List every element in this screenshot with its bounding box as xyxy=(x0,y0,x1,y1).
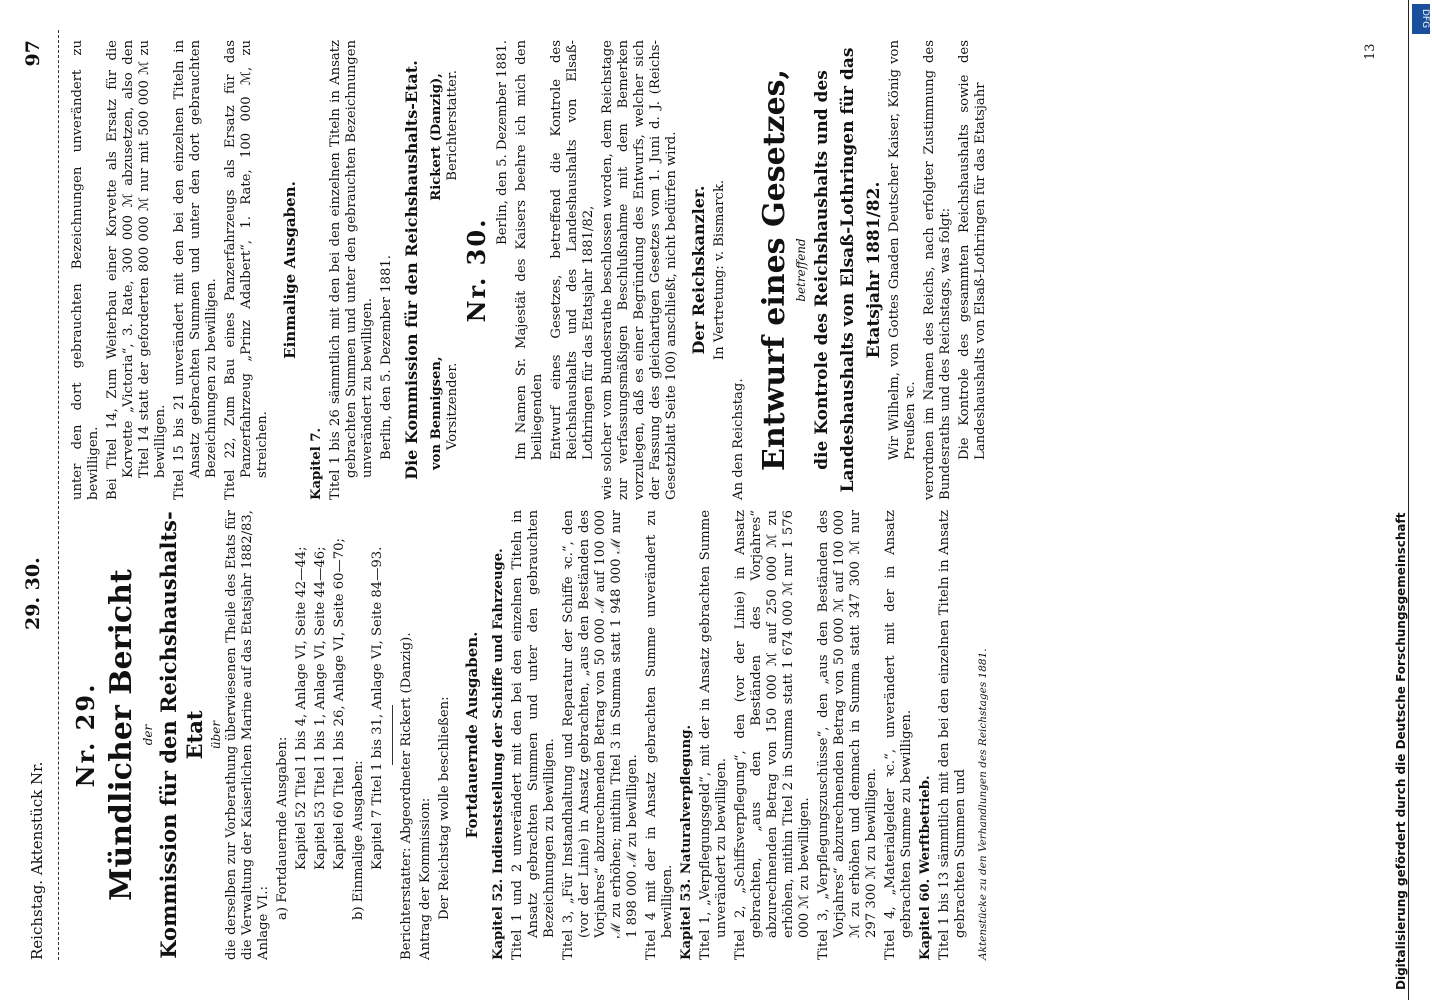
column-left xyxy=(70,510,991,960)
text-5: Im Namen Sr. Majestät des Kaisers beehre ich mich den beiliegenden xyxy=(514,40,545,460)
separator xyxy=(392,705,393,765)
sig-right-role: Berichterstatter. xyxy=(445,70,460,181)
page-number: 97 xyxy=(22,40,44,67)
text-8: Wir Wilhelm, von Gottes Gnaden Deutscher Kaiser, König von Preußen ꝛc. xyxy=(887,40,918,460)
der-text: der xyxy=(141,724,155,746)
bismarck: In Vertretung: v. Bismarck. xyxy=(712,179,727,361)
digitization-sidebar xyxy=(1388,0,1432,1000)
k52-titel-3: Titel 3, „Für Instandhaltung und Reparatur der Schiffe ꝛc.“, den (vor der Linie) in Ansatz gebrachten, „aus den Beständen des Vorjahres“ abzurechnenden Betrag von 50 000 ℳ auf 100 000 ℳ zu erhöhen; mithin Titel 3 in Summa statt 1 948 000 ℳ nur 1 898 000 ℳ zu bewilligen. xyxy=(561,510,640,960)
k7-titel: Titel 1 bis 26 sämmtlich mit den bei den einzelnen Titeln in Ansatz gebrachten Summen und unter den gebrauchten Bezeichnungen unverändert zu bewilligen. xyxy=(328,40,375,500)
entwurf-title: Entwurf eines Gesetzes, xyxy=(757,68,792,472)
signature-number: 13 xyxy=(1363,43,1378,60)
intro-text: die derselben zur Vorberathung überwiesenen Theile des Etats für die Verwaltung der Kaiserlichen Marine auf das Etatsjahr 1882/83, Anlage VI.: xyxy=(224,510,271,960)
k53-titel-3: Titel 3, „Verpflegungszuschüsse“, den „aus den Beständen des Vorjahres“ abzurechnenden Betrag von 50 000 ℳ auf 100 000 ℳ zu erhöhen und demnach in Summa statt 347 300 ℳ nur 297 300 ℳ zu bewilligen. xyxy=(816,510,879,960)
item-a2: Kapitel 53 Titel 1 bis 1, Anlage VI, Seite 44—46; xyxy=(313,546,328,870)
antrag: Antrag der Kommission: xyxy=(418,797,433,960)
k53-titel-2: Titel 2, „Schiffsverpflegung“, den (vor der Linie) in Ansatz gebrachten, „aus den Beständen des Vorjahres“ abzurechnenden Betrag von 150 000 ℳ auf 250 000 ℳ zu erhöhen, mithin Titel 2 in Summa statt 1 674 000 ℳ nur 1 576 000 ℳ zu bewilligen. xyxy=(733,510,812,960)
cont-text-3: Titel 15 bis 21 unverändert mit den bei den einzelnen Titeln in Ansatz gebrachten Summen und unter den dort gebrauchten Bezeichnungen zu bewilligen. xyxy=(172,40,219,500)
k60-titel: Titel 1 bis 13 sämmtlich mit den bei den einzelnen Titeln in Ansatz gebrachten Summen und xyxy=(937,510,968,960)
dfg-logo: DFG xyxy=(1412,4,1430,34)
fortdauernde-heading: Fortdauernde Ausgaben. xyxy=(463,631,481,839)
k52-titel-1: Titel 1 und 2 unverändert mit den bei den einzelnen Titeln in Ansatz gebrachten Summen und unter den gebrauchten Bezeichnungen zu bewilligen. xyxy=(510,510,557,960)
item-b1: Kapitel 7 Titel 1 bis 31, Anlage VI, Seite 84—93. xyxy=(370,546,385,870)
commission-title: Kommission für den Reichshaushalts-Etat xyxy=(156,511,207,959)
text-6: Entwurf eines Gesetzes, betreffend die Kontrole des Reichshaushalts und des Landeshaushalts von Elsaß-Lothringen für das Etatsjahr 1881/82, xyxy=(549,40,596,460)
text-7: wie solcher vom Bundesrathe beschlossen worden, dem Reichstage zur verfassungsmäßigen Beschlußnahme mit dem Bemerken vorzulegen, daß es einer Begründung des Entwurfs, welcher sich der Fassung des gleichartigen Gesetzes vom 1. Juni d. J. (Reichs-Gesetzblatt Seite 100) anschließt, nicht bedürfen wird. xyxy=(600,40,679,500)
ueber-text: über xyxy=(209,720,223,750)
text-10: Die Kontrole des gesammten Reichshaushalts sowie des Landeshaushalts von Elsaß-Lothringen für das Etatsjahr xyxy=(957,40,988,460)
k53-titel-1: Titel 1, „Verpflegungsgeld“, mit der in Ansatz gebrachten Summe unverändert zu bewilligen. xyxy=(698,510,729,960)
kapitel-53: Kapitel 53. Naturalverpflegung. xyxy=(679,724,694,960)
header-numbers: 29. 30. xyxy=(22,557,44,630)
reichstag-beschluss: Der Reichstag wolle beschließen: xyxy=(437,696,452,920)
sig-left-name: von Bennigsen, xyxy=(429,356,444,470)
kapitel-60: Kapitel 60. Werftbetrieb. xyxy=(918,775,933,960)
item-b-label: b) Einmalige Ausgaben: xyxy=(351,760,366,920)
kapitel-7: Kapitel 7. xyxy=(309,427,324,500)
item-a-label: a) Fortdauernde Ausgaben: xyxy=(275,736,290,920)
an-den-reichstag: An den Reichstag. xyxy=(731,378,746,500)
report-title: Mündlicher Bericht xyxy=(104,569,139,901)
item-a3: Kapitel 60 Titel 1 bis 26, Anlage VI, Seite 60—70; xyxy=(332,538,347,870)
cont-text-4: Titel 22, Zum Bau eines Panzerfahrzeugs als Ersatz für das Panzerfahrzeug „Prinz Adalbert“, 1. Rate, 100 000 ℳ, zu streichen. xyxy=(223,40,270,500)
kapitel-52: Kapitel 52. Indienststellung der Schiffe und Fahrzeuge. xyxy=(491,548,506,960)
entwurf-subtitle: die Kontrole des Reichshaushalts und des Landeshaushalts von Elsaß-Lothringen für das Etatsjahr 1881/82. xyxy=(812,47,884,493)
section-number-29: Nr. 29. xyxy=(71,682,100,788)
date-2: Berlin, den 5. Dezember 1881. xyxy=(495,40,510,245)
k53-titel-4: Titel 4, „Materialgelder ꝛc.“, unverändert mit der in Ansatz gebrachten Summe zu bewilligen. xyxy=(883,510,914,960)
header-rule xyxy=(58,30,59,960)
sig-right-name: Rickert (Danzig), xyxy=(429,73,444,201)
sidebar-text: Digitalisierung gefördert durch die Deutsche Forschungsgemeinschaft xyxy=(1394,512,1408,990)
section-number-30: Nr. 30. xyxy=(462,217,491,323)
cont-text-2: Bei Titel 14, Zum Weiterbau einer Korvette als Ersatz für die Korvette „Victoria“, 3. Rate, 300 000 ℳ abzusetzen, also den Titel 14 statt der geforderten 800 000 ℳ nur mit 500 000 ℳ zu bewilligen. xyxy=(105,40,168,500)
text-9: verordnen im Namen des Reichs, nach erfolgter Zustimmung des Bundesraths und des Reichstags, was folgt: xyxy=(922,40,953,500)
header-left: Reichstag. Aktenstück Nr. xyxy=(28,761,46,960)
column-right xyxy=(70,40,992,500)
page-header xyxy=(22,30,52,960)
betreffend: betreffend xyxy=(794,238,808,302)
cont-text-1: unter den dort gebrauchten Bezeichnungen unverändert zu bewilligen. xyxy=(70,40,101,500)
date-1: Berlin, den 5. Dezember 1881. xyxy=(379,255,394,460)
berichterstatter: Berichterstatter: Abgeordneter Rickert (Danzig). xyxy=(399,632,414,960)
k52-titel-4: Titel 4 mit der in Ansatz gebrachten Summe unverändert zu bewilligen. xyxy=(644,510,675,960)
sig-left-role: Vorsitzender. xyxy=(445,362,460,450)
einmalige-heading: Einmalige Ausgaben. xyxy=(281,181,299,359)
reichskanzler: Der Reichskanzler. xyxy=(689,185,708,355)
signatures xyxy=(429,40,461,500)
item-a1: Kapitel 52 Titel 1 bis 4, Anlage VI, Seite 42—44; xyxy=(294,546,309,870)
commission-signature-title: Die Kommission für den Reichshaushalts-Etat. xyxy=(402,60,421,480)
footnote: Aktenstücke zu den Verhandlungen des Reichstages 1881. xyxy=(977,648,989,960)
